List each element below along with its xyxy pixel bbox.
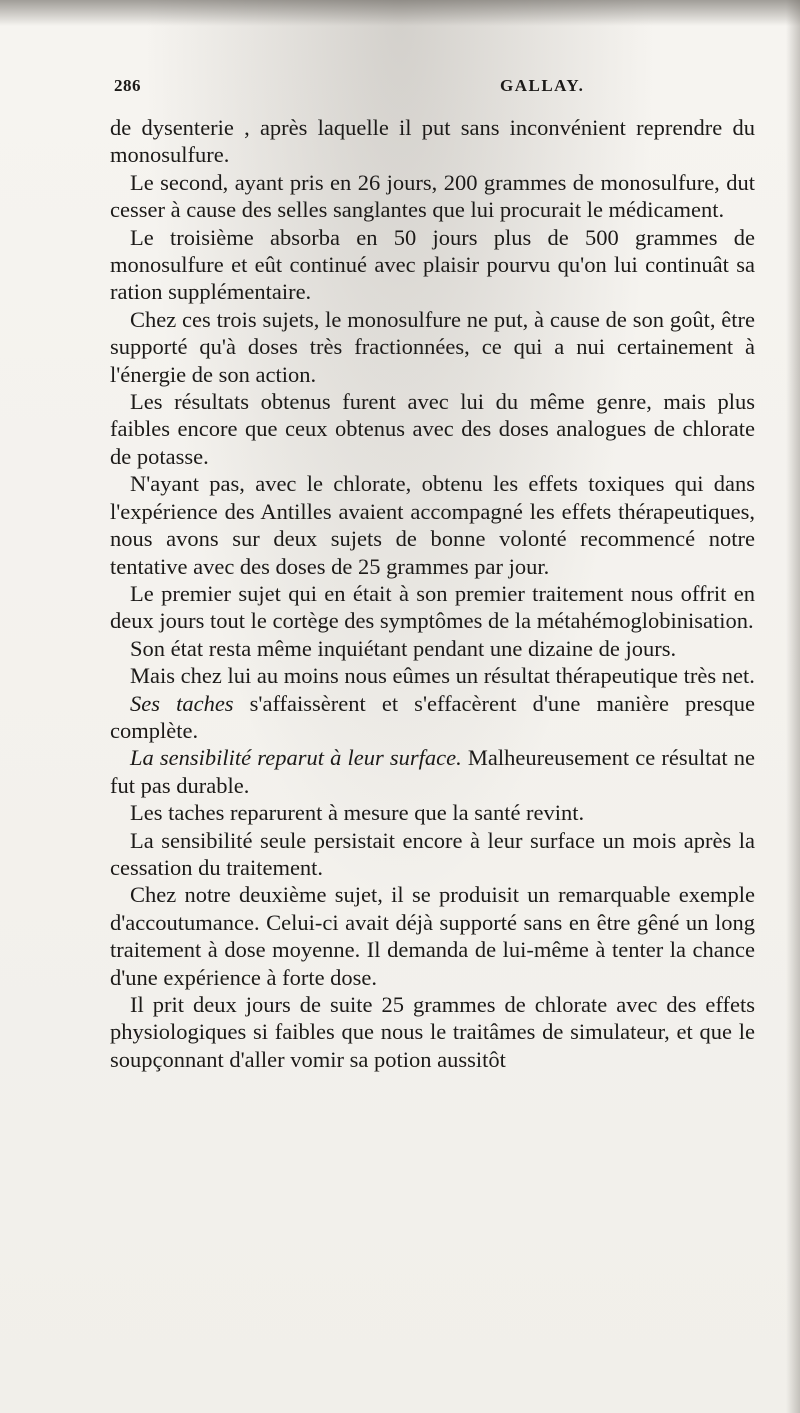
- paragraph: Mais chez lui au moins nous eûmes un résultat thérapeutique très net.: [130, 663, 755, 689]
- paragraph: N'ayant pas, avec le chlorate, obtenu les effets toxiques qui dans l'expérience des Antilles avaient accompagné les effets thérapeutiques, nous avons sur deux sujets de bonne volonté recommencé notre tentative avec des doses de 25 grammes par jour.: [110, 471, 755, 579]
- paragraph: Son état resta même inquiétant pendant une dizaine de jours.: [130, 635, 677, 661]
- running-head: GALLAY.: [500, 76, 585, 95]
- paragraph: Chez ces trois sujets, le monosulfure ne put, à cause de son goût, être supporté qu'à doses très fractionnées, ce qui a nui certainement à l'énergie de son action.: [110, 306, 755, 387]
- paragraph: La sensibilité seule persistait encore à leur surface un mois après la cessation du traitement.: [110, 827, 755, 880]
- page-number: 286: [114, 76, 141, 95]
- paragraph: Le premier sujet qui en était à son premier traitement nous offrit en deux jours tout le cortège des symptômes de la métahémoglobinisation.: [110, 580, 755, 634]
- body-text: [110, 114, 755, 1073]
- paragraph: La sensibilité reparut à leur surface. Malheureusement ce résultat ne fut pas durable.: [110, 745, 755, 798]
- paragraph: Le troisième absorba en 50 jours plus de 500 grammes de monosulfure et eût continué avec plaisir pourvu qu'on lui continuât sa ration supplémentaire.: [110, 224, 755, 305]
- paragraph: Les résultats obtenus furent avec lui du même genre, mais plus faibles encore que ceux obtenus avec des doses analogues de chlorate de potasse.: [110, 389, 755, 469]
- page-top-shadow: [0, 0, 800, 26]
- paragraph: Chez notre deuxième sujet, il se produisit un remarquable exemple d'accoutumance. Celui-ci avait déjà supporté sans en être gêné un long traitement à dose moyenne. Il demanda de lui-même à tenter la chance d'une expérience à forte dose.: [110, 882, 755, 990]
- paragraph: Les taches reparurent à mesure que la santé revint.: [130, 800, 585, 826]
- paragraph: de dysenterie , après laquelle il put sans inconvénient reprendre du monosulfure.: [110, 115, 755, 168]
- italic-phrase: Ses taches: [130, 690, 234, 716]
- paragraph: Il prit deux jours de suite 25 grammes de chlorate avec des effets physiologiques si faibles que nous le traitâmes de simulateur, et que le soupçonnant d'aller vomir sa potion aussitôt: [110, 992, 755, 1072]
- italic-phrase: La sensibilité reparut à leur surface.: [130, 745, 462, 771]
- page-header: [110, 76, 755, 102]
- paragraph: Le second, ayant pris en 26 jours, 200 grammes de monosulfure, dut cesser à cause des selles sanglantes que lui procurait le médicament.: [110, 169, 755, 223]
- paragraph: Ses taches s'affaissèrent et s'effacèrent d'une manière presque complète.: [110, 690, 755, 743]
- page-right-shadow: [786, 0, 800, 1413]
